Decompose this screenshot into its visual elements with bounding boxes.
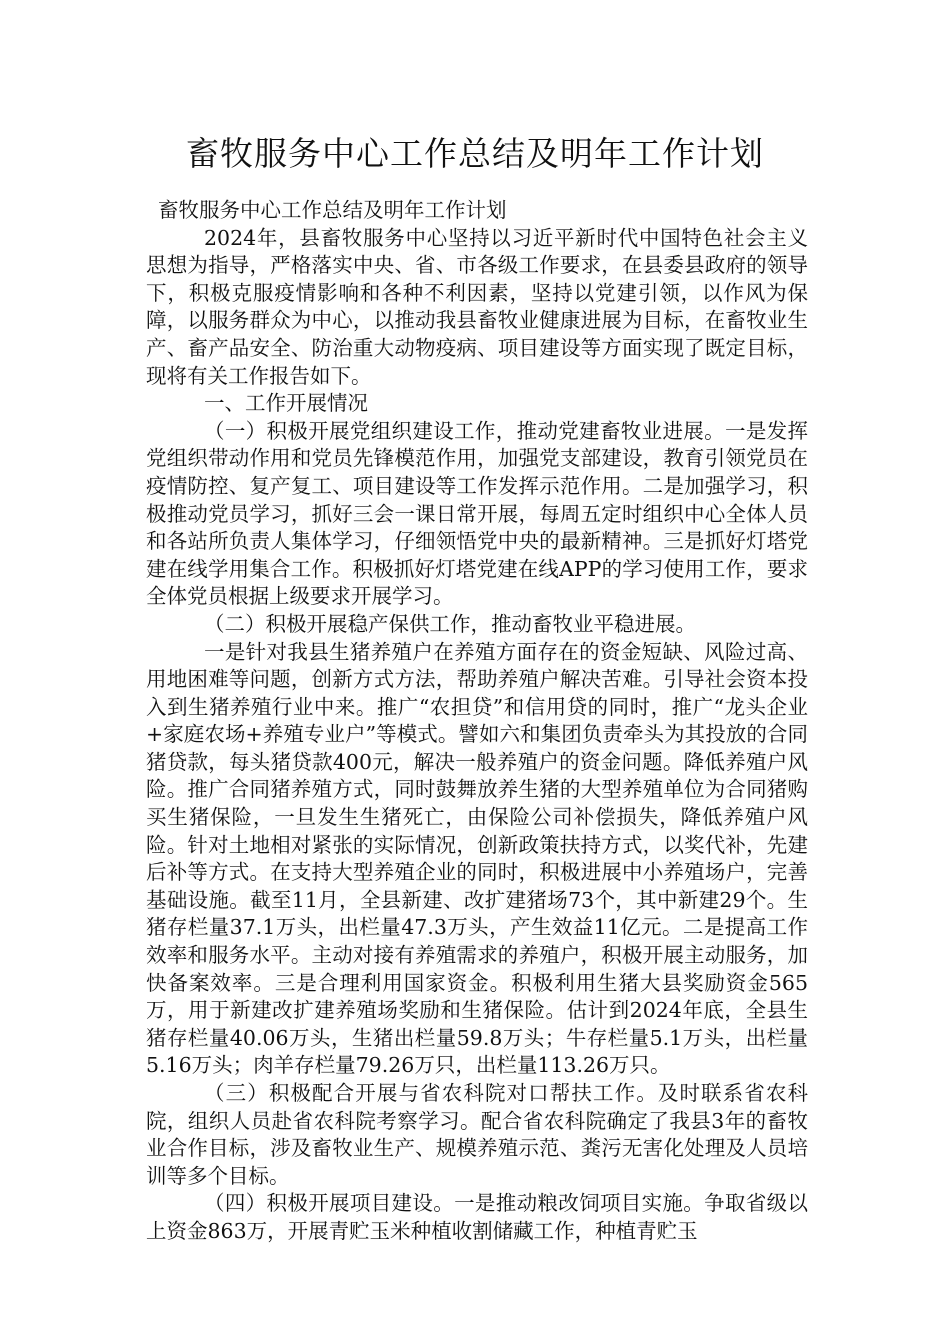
- paragraph-pig-farming: 一是针对我县生猪养殖户在养殖方面存在的资金短缺、风险过高、用地困难等问题，创新方式方法，帮助养殖户解决苦难。引导社会资本投入到生猪养殖行业中来。推广“农担贷”和信用贷的同时，推广“龙头企业+家庭农场+养殖专业户”等模式。譬如六和集团负责牵头为其投放的合同猪贷款，每头猪贷款400元，解决一般养殖户的资金问题。降低养殖户风险。推广合同猪养殖方式，同时鼓舞放养生猪的大型养殖单位为合同猪购买生猪保险，一旦发生生猪死亡，由保险公司补偿损失，降低养殖户风险。针对土地相对紧张的实际情况，创新政策扶持方式，以奖代补，先建后补等方式。在支持大型养殖企业的同时，积极进展中小养殖场户，完善基础设施。截至11月，全县新建、改扩建猪场73个，其中新建29个。生猪存栏量37.1万头，出栏量47.3万头，产生效益11亿元。二是提高工作效率和服务水平。主动对接有养殖需求的养殖户，积极开展主动服务，加快备案效率。三是合理利用国家资金。积极利用生猪大县奖励资金565万，用于新建改扩建养殖场奖励和生猪保险。估计到2024年底，全县生猪存栏量40.06万头，生猪出栏量59.8万头；牛存栏量5.1万头，出栏量5.16万头；肉羊存栏量79.26万只，出栏量113.26万只。: [146, 639, 808, 1078]
- intro-paragraph: 2024年，县畜牧服务中心坚持以习近平新时代中国特色社会主义思想为指导，严格落实中央、省、市各级工作要求，在县委县政府的领导下，积极克服疫情影响和各种不利因素，坚持以党建引领，以作风为保障，以服务群众为中心，以推动我县畜牧业健康进展为目标，在畜牧业生产、畜产品安全、防治重大动物疫病、项目建设等方面实现了既定目标，现将有关工作报告如下。: [146, 225, 808, 388]
- paragraph-academy-cooperation: （三）积极配合开展与省农科院对口帮扶工作。及时联系省农科院，组织人员赴省农科院考察学习。配合省农科院确定了我县3年的畜牧业合作目标，涉及畜牧业生产、规模养殖示范、粪污无害化处理及人员培训等多个目标。: [146, 1081, 808, 1188]
- paragraph-project-construction: （四）积极开展项目建设。一是推动粮改饲项目实施。争取省级以上资金863万，开展青贮玉米种植收割储藏工作，种植青贮玉: [146, 1191, 808, 1243]
- document-title: 畜牧服务中心工作总结及明年工作计划: [186, 134, 764, 173]
- document-body: [146, 197, 808, 1246]
- paragraph-party-building: （一）积极开展党组织建设工作，推动党建畜牧业进展。一是发挥党组织带动作用和党员先锋模范作用，加强党支部建设，教育引领党员在疫情防控、复产复工、项目建设等工作发挥示范作用。二是加强学习，积极推动党员学习，抓好三会一课日常开展，每周五定时组织中心全体人员和各站所负责人集体学习，仔细领悟党中央的最新精神。三是抓好灯塔党建在线学用集合工作。积极抓好灯塔党建在线APP的学习使用工作，要求全体党员根据上级要求开展学习。: [146, 418, 808, 609]
- paragraph-stable-supply-heading: （二）积极开展稳产保供工作，推动畜牧业平稳进展。: [204, 611, 696, 636]
- document-subtitle: 畜牧服务中心工作总结及明年工作计划: [158, 198, 507, 222]
- section-heading: 一、工作开展情况: [204, 391, 368, 416]
